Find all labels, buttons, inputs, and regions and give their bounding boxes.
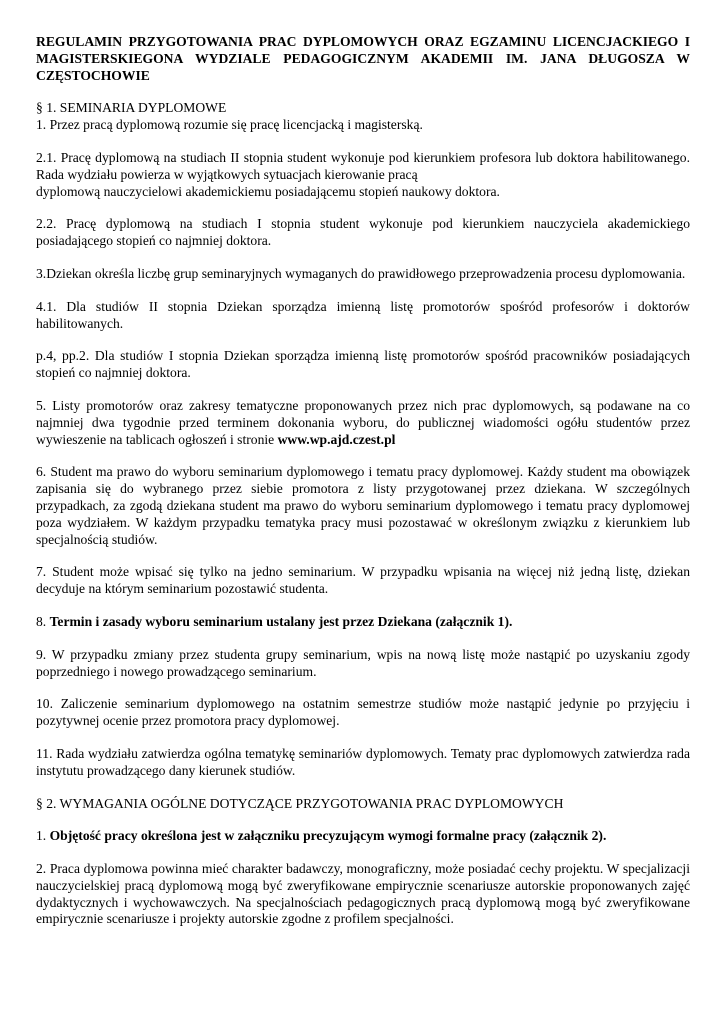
- faculty-website-link[interactable]: www.wp.ajd.czest.pl: [277, 431, 396, 447]
- paragraph-2-1b: dyplomową nauczycielowi akademickiemu posiadającemu stopień naukowy doktora.: [36, 183, 500, 199]
- paragraph-3: 3.Dziekan określa liczbę grup seminaryjnych wymaganych do prawidłowego przeprowadzenia procesu dyplomowania.: [36, 265, 686, 281]
- document-page: [36, 34, 690, 944]
- paragraph-5-text: 5. Listy promotorów oraz zakresy tematyczne proponowanych przez nich prac dyplomowych, są podawane na co najmniej dwa tygodnie przed terminem dokonania wyboru, do publicznej wiadomości ogółu studentów przez wywieszenie na tablicach ogłoszeń i stronie: [36, 397, 690, 447]
- paragraph-2-1a: 2.1. Pracę dyplomową na studiach II stopnia student wykonuje pod kierunkiem profesora lub doktora habilitowanego. Rada wydziału powierza w wyjątkowych sytuacjach kierowanie pracą: [36, 149, 690, 182]
- paragraph-4-2: p.4, pp.2. Dla studiów I stopnia Dziekan sporządza imienną listę promotorów spośród pracowników posiadających stopień co najmniej doktora.: [36, 348, 690, 381]
- section-2-paragraph-1: [36, 828, 690, 845]
- paragraph-1: 1. Przez pracą dyplomową rozumie się pracę licencjacką i magisterską.: [36, 117, 423, 133]
- paragraph-10: 10. Zaliczenie seminarium dyplomowego na ostatnim semestrze studiów może nastąpić jedynie po przyjęciu i pozytywnej ocenie przez promotora pracy dyplomowej.: [36, 696, 690, 729]
- section-2-paragraph-1-bold-text: Objętość pracy określona jest w załączniku precyzującym wymogi formalne pracy (załącznik 2).: [49, 828, 607, 844]
- paragraph-11: 11. Rada wydziału zatwierdza ogólna tematykę seminariów dyplomowych. Tematy prac dyplomowych zatwierdza rada instytutu prowadzącego dany kierunek studiów.: [36, 745, 690, 778]
- section-2-paragraph-2: 2. Praca dyplomowa powinna mieć charakter badawczy, monograficzny, może posiadać cechy projektu. W specjalizacji nauczycielskiej pracą dyplomową mogą być zweryfikowane empirycznie scenariusze autorskie proponowanych zajęć dydaktycznych i wychowawczych. Na specjalnościach pedagogicznych pracą dyplomową mogą być zweryfikowane empirycznie scenariusze i projekty autorskie zgodne z profilem specjalności.: [36, 861, 690, 927]
- paragraph-6: 6. Student ma prawo do wyboru seminarium dyplomowego i tematu pracy dyplomowej. Każdy student ma obowiązek zapisania się do wybranego przez siebie promotora z listy przygotowanej przez dziekana. W szczególnych przypadkach, za zgodą dziekana student ma prawo do wyboru seminarium dyplomowego i tematu pracy dyplomowej poza wydziałem. W każdym przypadku tematyka pracy musi pozostawać w określonym związku z kierunkiem lub specjalnością studiów.: [36, 464, 690, 547]
- document-title: REGULAMIN PRZYGOTOWANIA PRAC DYPLOMOWYCH ORAZ EGZAMINU LICENCJACKIEGO I MAGISTERSKIEGONA WYDZIALE PEDAGOGICZNYM AKADEMII IM. JANA DŁUGOSZA W CZĘSTOCHOWIE: [36, 34, 690, 83]
- section-1-heading: § 1. SEMINARIA DYPLOMOWE: [36, 100, 227, 116]
- paragraph-4-1: 4.1. Dla studiów II stopnia Dziekan sporządza imienną listę promotorów spośród profesorów i doktorów habilitowanych.: [36, 298, 690, 331]
- section-2-paragraph-1-number: 1.: [36, 828, 50, 844]
- paragraph-2-2: 2.2. Pracę dyplomową na studiach I stopnia student wykonuje pod kierunkiem nauczyciela akademickiego posiadającego stopień co najmniej doktora.: [36, 216, 690, 249]
- paragraph-8: [36, 614, 690, 631]
- paragraph-9: 9. W przypadku zmiany przez studenta grupy seminarium, wpis na nową listę może nastąpić po uzyskaniu zgody poprzedniego i nowego prowadzącego seminarium.: [36, 646, 690, 679]
- paragraph-8-bold-text: Termin i zasady wyboru seminarium ustalany jest przez Dziekana (załącznik 1).: [49, 613, 513, 629]
- paragraph-5: [36, 398, 690, 448]
- section-2-heading: § 2. WYMAGANIA OGÓLNE DOTYCZĄCE PRZYGOTOWANIA PRAC DYPLOMOWYCH: [36, 795, 564, 811]
- paragraph-8-number: 8.: [36, 613, 50, 629]
- paragraph-7: 7. Student może wpisać się tylko na jedno seminarium. W przypadku wpisania na więcej niż jedną listę, dziekan decyduje na którym seminarium pozostawić studenta.: [36, 564, 690, 597]
